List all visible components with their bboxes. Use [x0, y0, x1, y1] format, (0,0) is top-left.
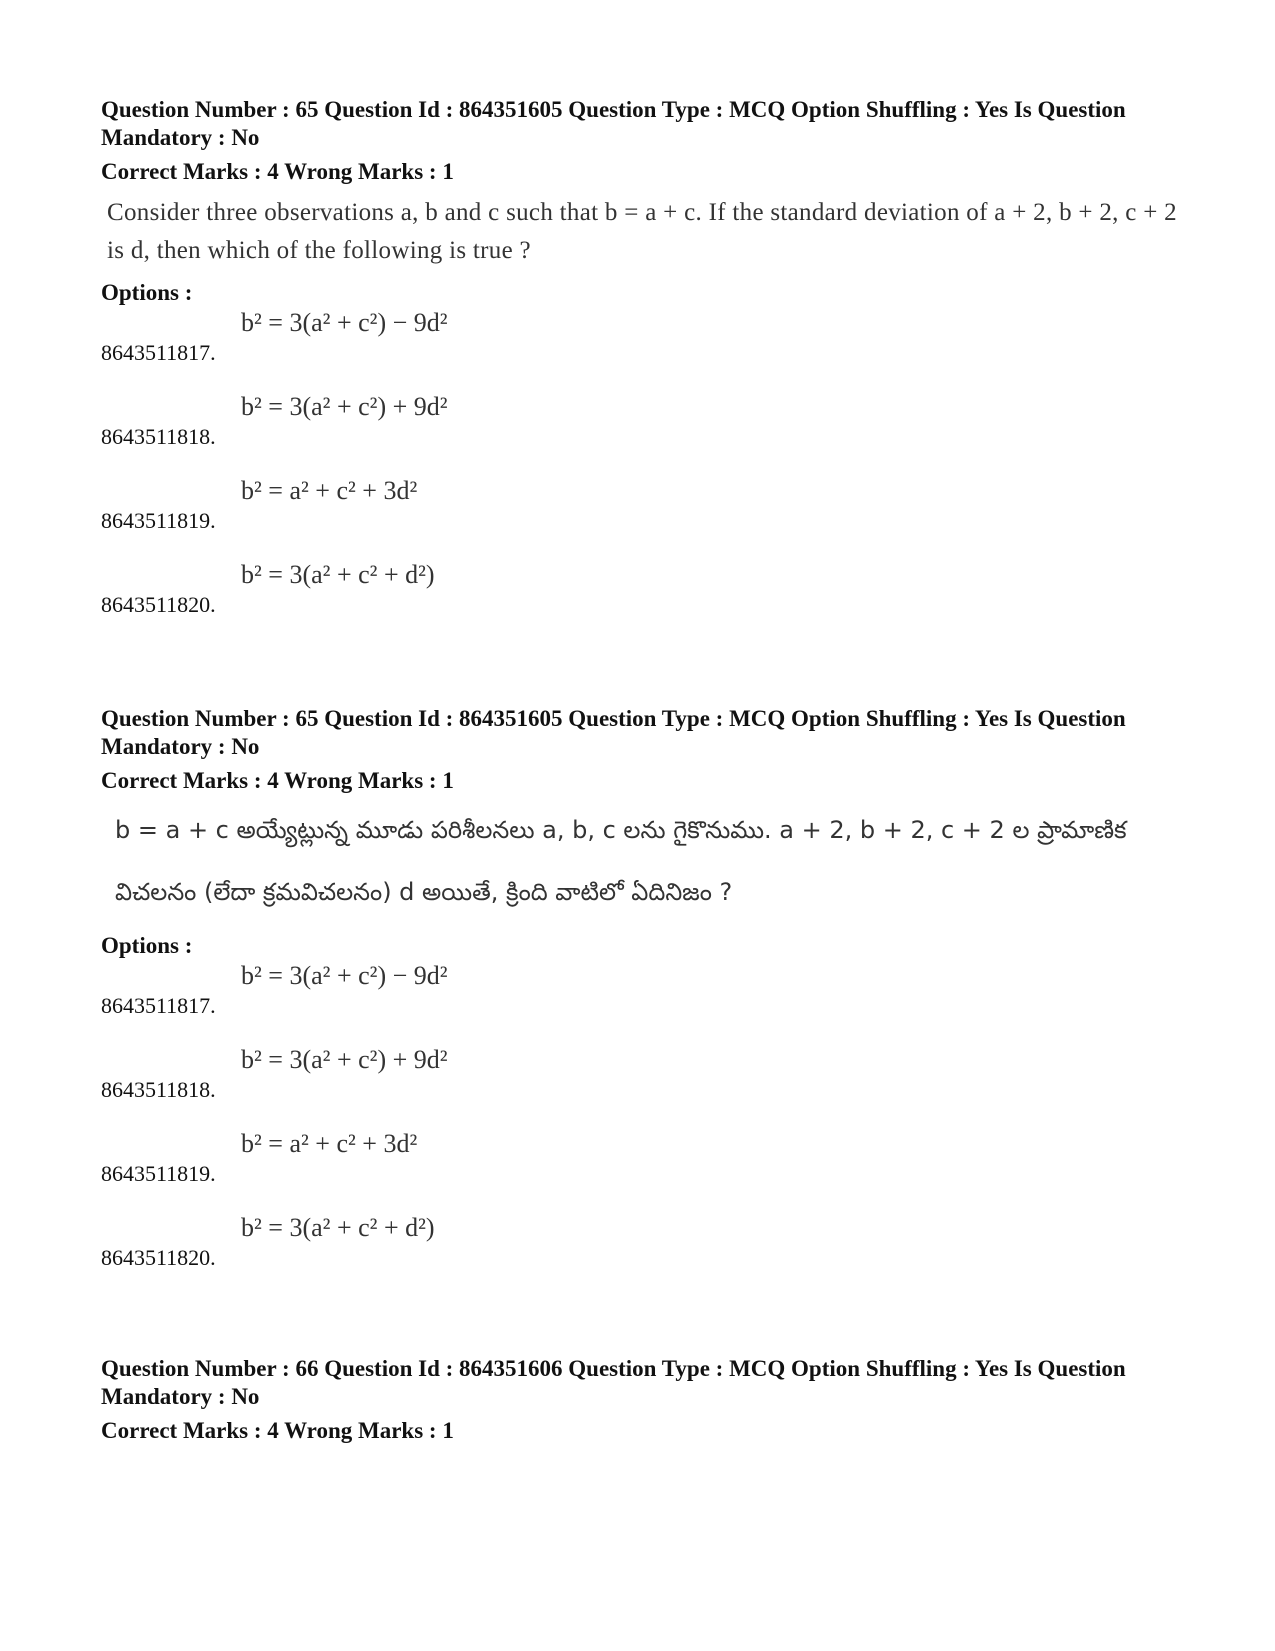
options-label: Options : — [101, 933, 193, 958]
question-statement: b = a + c అయ్యేట్లున్న మూడు పరిశీలనలు a, b, c లను గైకొనుము. a + 2, b + 2, c + 2 ల ప్రామాణిక విచలనం (లేదా క్రమవిచలనం) d అయితే, క్రింది వాటిలో ఏదినిజం ? — [115, 816, 1127, 906]
option-item — [101, 959, 1181, 1043]
question-block-65-telugu — [101, 705, 1181, 1295]
option-expression: b² = 3(a² + c² + d²) — [241, 1213, 435, 1242]
question-statement: Consider three observations a, b and c such that b = a + c. If the standard deviation of a + 2, b + 2, c + 2 is d, then which of the following is true ? — [107, 199, 1177, 264]
option-number: 8643511819. — [101, 1161, 216, 1186]
option-number: 8643511820. — [101, 592, 216, 617]
question-block-66 — [101, 1355, 1181, 1445]
option-item — [101, 1211, 1181, 1295]
option-expression: b² = a² + c² + 3d² — [241, 1129, 418, 1158]
question-header: Question Number : 66 Question Id : 864351606 Question Type : MCQ Option Shuffling : Yes Is Question Mandatory : No — [101, 1356, 1126, 1409]
question-header: Question Number : 65 Question Id : 864351605 Question Type : MCQ Option Shuffling : Yes Is Question Mandatory : No — [101, 706, 1126, 759]
option-number: 8643511820. — [101, 1245, 216, 1270]
marks-line: Correct Marks : 4 Wrong Marks : 1 — [101, 159, 454, 184]
option-item — [101, 306, 1181, 390]
option-expression: b² = 3(a² + c²) − 9d² — [241, 961, 448, 990]
option-expression: b² = 3(a² + c²) + 9d² — [241, 1045, 448, 1074]
option-number: 8643511817. — [101, 340, 216, 365]
option-number: 8643511817. — [101, 993, 216, 1018]
marks-line: Correct Marks : 4 Wrong Marks : 1 — [101, 768, 454, 793]
marks-line: Correct Marks : 4 Wrong Marks : 1 — [101, 1418, 454, 1443]
option-expression: b² = a² + c² + 3d² — [241, 476, 418, 505]
question-header: Question Number : 65 Question Id : 864351605 Question Type : MCQ Option Shuffling : Yes Is Question Mandatory : No — [101, 97, 1126, 150]
option-item — [101, 558, 1181, 642]
options-label: Options : — [101, 280, 193, 305]
question-block-65-english — [101, 96, 1181, 642]
option-number: 8643511818. — [101, 1077, 216, 1102]
option-item — [101, 390, 1181, 474]
option-item — [101, 1127, 1181, 1211]
option-expression: b² = 3(a² + c² + d²) — [241, 560, 435, 589]
option-expression: b² = 3(a² + c²) − 9d² — [241, 308, 448, 337]
option-number: 8643511818. — [101, 424, 216, 449]
option-item — [101, 1043, 1181, 1127]
option-number: 8643511819. — [101, 508, 216, 533]
option-item — [101, 474, 1181, 558]
option-expression: b² = 3(a² + c²) + 9d² — [241, 392, 448, 421]
